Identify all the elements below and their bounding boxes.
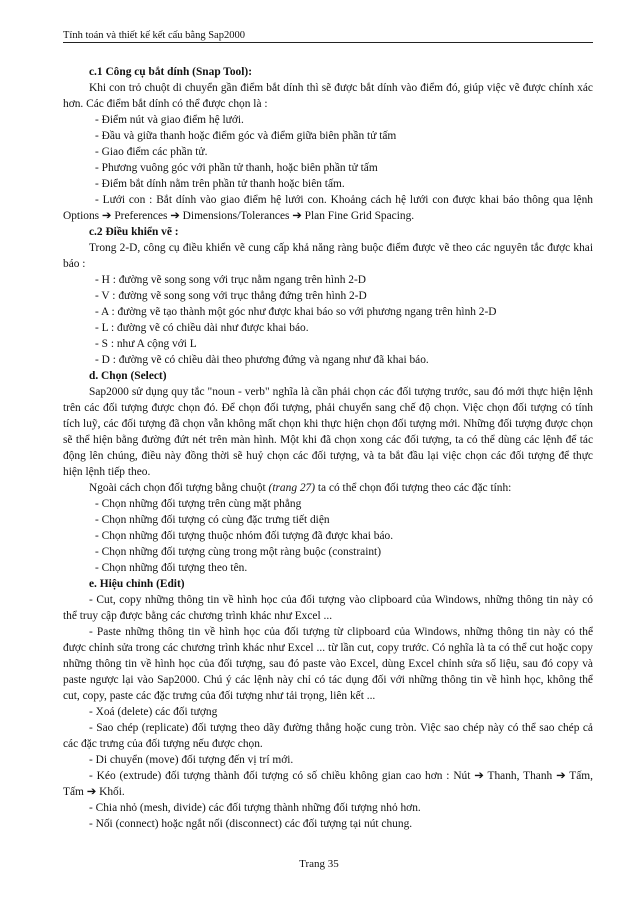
paragraph: - Nối (connect) hoặc ngắt nối (disconnect) các đối tượng tại nút chung. [89, 818, 413, 830]
list-item: - Chọn những đối tượng theo tên. [95, 562, 248, 574]
list-item: - Chọn những đối tượng có cùng đặc trưng tiết diện [95, 514, 330, 526]
paragraph: - Xoá (delete) các đối tượng [89, 706, 218, 718]
list-item: - Chọn những đối tượng thuộc nhóm đối tượng đã được khai báo. [95, 530, 394, 542]
list-item: - Đầu và giữa thanh hoặc điểm góc và điểm giữa biên phần tử tấm [95, 130, 397, 142]
list-item: - S : như A cộng với L [95, 338, 197, 350]
list-item: - Phương vuông góc với phần tử thanh, hoặc biên phần tử tấm [95, 162, 378, 174]
text-run: ta có thể chọn đối tượng theo các đặc tính: [315, 482, 512, 494]
section-heading-select: d. Chọn (Select) [89, 370, 167, 382]
paragraph [63, 480, 593, 496]
list-item: - A : đường vẽ tạo thành một góc như được khai báo so với phương ngang trên hình 2-D [95, 306, 497, 318]
paragraph: - Lưới con : Bắt dính vào giao điểm hệ lưới con. Khoảng cách hệ lưới con được khai báo thông qua lệnh Options ➔ Preferences ➔ Dimensions/Tolerances ➔ Plan Fine Grid Spacing. [63, 194, 593, 222]
list-item: - Chọn những đối tượng cùng trong một ràng buộc (constraint) [95, 546, 382, 558]
page-reference: (trang 27) [268, 482, 316, 494]
paragraph: - Cut, copy những thông tin về hình học của đối tượng vào clipboard của Windows, những thông tin này có thể truy cập được bằng các chương trình khác như Excel ... [63, 594, 593, 622]
list-item: - Giao điểm các phần tử. [95, 146, 208, 158]
paragraph: - Sao chép (replicate) đối tượng theo dãy đường thẳng hoặc cung tròn. Việc sao chép này có thể sao chép cả các đặc trưng của đối tượng nếu được chọn. [63, 722, 593, 750]
list-item: - H : đường vẽ song song với trục nằm ngang trên hình 2-D [95, 274, 366, 286]
running-header: Tính toán và thiết kế kết cấu bằng Sap2000 [63, 30, 593, 43]
paragraph: - Paste những thông tin về hình học của đối tượng từ clipboard của Windows, những thông tin này có thể được chỉnh sửa trong các chương trình khác như Excel ... từ lần cut, copy trước. Có nghĩa là ta có thể cut hoặc copy những thông tin về hình học của đối tượng, sau đó paste vào Excel, dùng Excel chỉnh sửa số liệu, sau đó copy và paste ngược lại vào Sap2000. Chú ý các lệnh này chỉ có tác dụng đối với những thông tin về hình học, không thể cut, copy, paste các đặc trưng của đối tượng như tải trọng, liên kết ... [63, 626, 593, 702]
section-heading-snap-tool: c.1 Công cụ bắt dính (Snap Tool): [89, 66, 252, 78]
list-item: - Chọn những đối tượng trên cùng mặt phẳng [95, 498, 302, 510]
section-heading-edit: e. Hiệu chỉnh (Edit) [89, 578, 185, 590]
paragraph: Sap2000 sử dụng quy tắc "noun - verb" nghĩa là cần phải chọn các đối tượng trước, sau đó mới thực hiện lệnh trên các đối tượng được chọn đó. Để chọn đối tượng, phải chuyển sang chế độ chọn. Việc chọn đối tượng có tính tích luỹ, các đối tượng đã chọn vẫn không mất chọn khi thực hiện chọn đối tượng mới. Những đối tượng được chọn sẽ thể hiện bằng đường đứt nét trên màn hình. Một khi đã chọn xong các đối tượng, ta có thể dùng các lệnh để tác động lên chúng, điều này đồng thời sẽ huỷ chọn các đối tượng, và ta bắt đầu lại việc chọn các đối tượng để thực hiện lệnh tiếp theo. [63, 386, 593, 478]
page-number: Trang 35 [299, 858, 339, 870]
list-item: - D : đường vẽ có chiều dài theo phương đứng và ngang như đã khai báo. [95, 354, 429, 366]
list-item: - Điểm bắt dính nằm trên phần tử thanh hoặc biên tấm. [95, 178, 345, 190]
paragraph: Trong 2-D, công cụ điều khiển vẽ cung cấp khả năng ràng buộc điểm được vẽ theo các nguyên tắc được khai báo : [63, 242, 593, 270]
text-run: Ngoài cách chọn đối tượng bằng chuột [89, 482, 269, 494]
page-body [63, 64, 593, 832]
paragraph: - Di chuyển (move) đối tượng đến vị trí mới. [89, 754, 294, 766]
list-item: - V : đường vẽ song song với trục thẳng đứng trên hình 2-D [95, 290, 367, 302]
paragraph: Khi con trỏ chuột di chuyển gần điểm bắt dính thì sẽ được bắt dính vào điểm đó, giúp việc vẽ được chính xác hơn. Các điểm bắt dính có thể được chọn là : [63, 82, 593, 110]
list-item: - L : đường vẽ có chiều dài như được khai báo. [95, 322, 309, 334]
list-item: - Điểm nút và giao điểm hệ lưới. [95, 114, 244, 126]
paragraph: - Chia nhỏ (mesh, divide) các đối tượng thành những đối tượng nhỏ hơn. [89, 802, 421, 814]
paragraph: - Kéo (extrude) đối tượng thành đối tượng có số chiều không gian cao hơn : Nút ➔ Thanh, Thanh ➔ Tấm, Tấm ➔ Khối. [63, 770, 593, 798]
section-heading-draw-control: c.2 Điều khiển vẽ : [89, 226, 179, 238]
